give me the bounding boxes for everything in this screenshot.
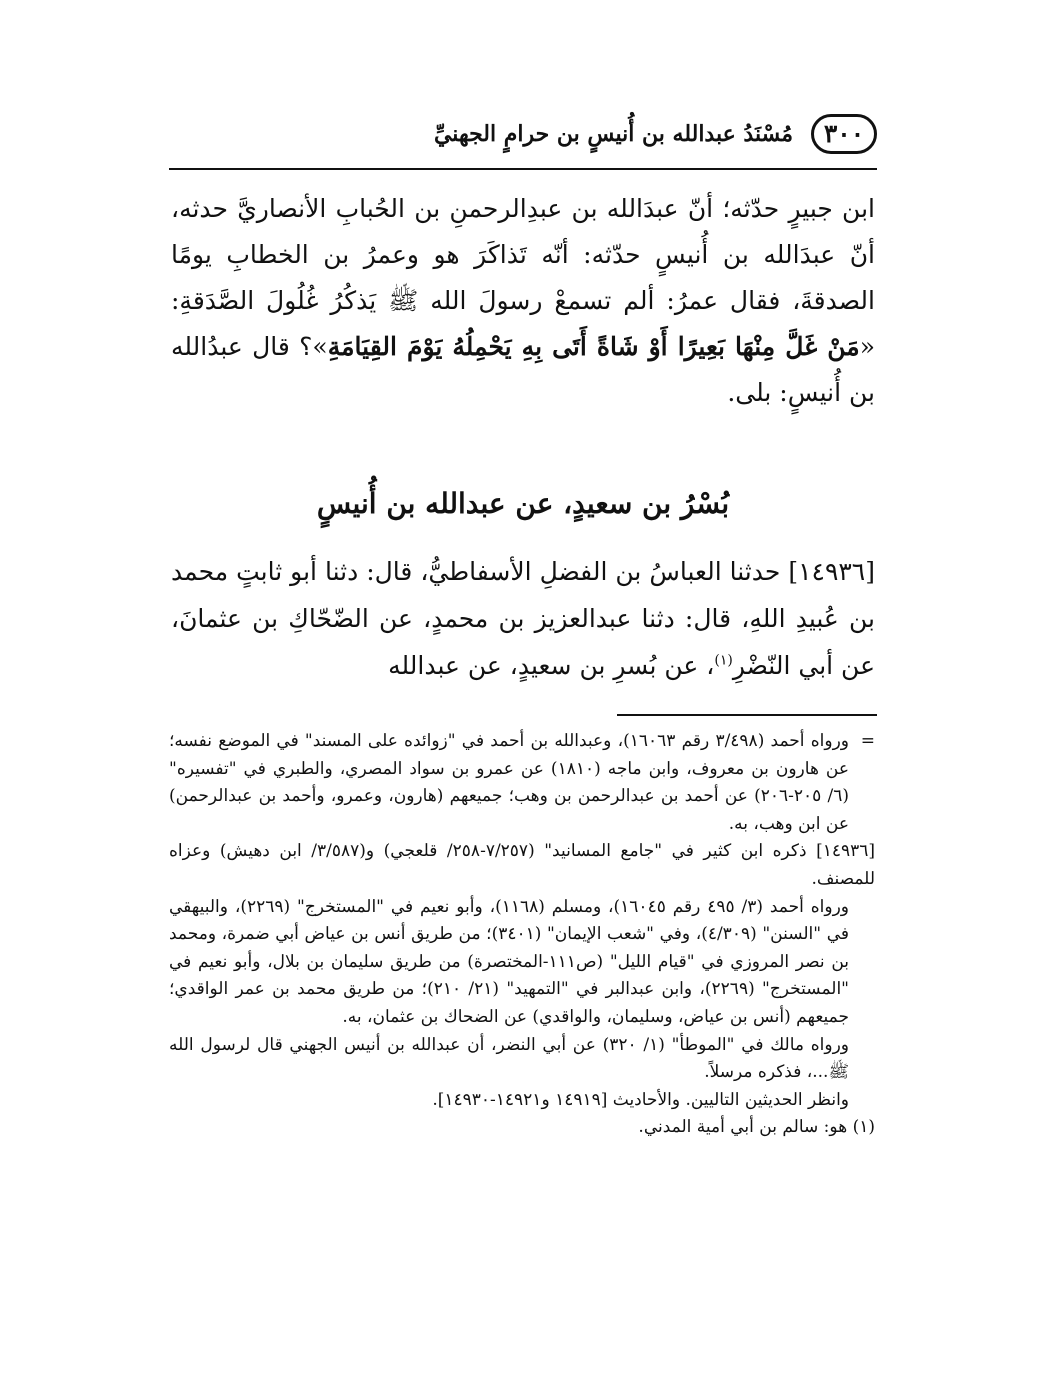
footnote-separator (617, 714, 877, 716)
page-number-badge: ٣٠٠ (811, 114, 877, 154)
footnote-reference-1[interactable]: (١) (714, 652, 733, 669)
footnote-continuation (169, 728, 875, 838)
footnote-entry-paragraph-1: ورواه أحمد (٣/ ٤٩٥ رقم ١٦٠٤٥)، ومسلم (١١٦٨)، وأبو نعيم في "المستخرج" (٢٢٦٩)، والبيهقي في "السنن" (٤/٣٠٩)، وفي "شعب الإيمان" (٣٤٠١)؛ من طريق أنس بن عياض أبي ضمرة، ومحمد بن نصر المروزي في "قيام الليل" (ص١١١-المختصرة) من طريق سليمان بن بلال، وأبو نعيم في "المستخرج" (٢٢٦٩)، وابن عبدالبر في "التمهيد" (٢١/ ٢١٠)؛ من طريق محمد بن عمر الواقدي؛ جميعهم (أنس بن عياض، وسليمان، والواقدي) عن الضحاك بن عثمان، به. (169, 896, 850, 1027)
isnad-text-end: ، عن بُسرِ بن سعيدٍ، عن عبدالله (388, 651, 715, 680)
running-head-title: مُسْنَدُ عبدالله بن أُنيسٍ بن حرامٍ الجهنيِّ (433, 121, 793, 147)
prophetic-saying: مَنْ غَلَّ مِنْهَا بَعِيرًا أَوْ شَاةً أَتَى بِهِ يَحْمِلُهُ يَوْمَ القِيَامَةِ (327, 332, 860, 361)
footnote-entry-paragraph-3: وانظر الحديثين التاليين. والأحاديث [١٤٩١٩ و١٤٩٢١-١٤٩٣٠]. (432, 1089, 849, 1110)
main-text-block-2 (171, 548, 875, 689)
isnad-text: [١٤٩٣٦] حدثنا العباسُ بن الفضلِ الأسفاطيُّ، قال: دثنا أبو ثابتٍ محمد بن عُبيدِ اللهِ، قال: دثنا عبدالعزيز بن محمدٍ، عن الضّحّاكِ بن عثمانَ، عن أبي النّضْرِ (171, 557, 875, 680)
footnote-continuation-text: ورواه أحمد (٣/٤٩٨ رقم ١٦٠٦٣)، وعبدالله بن أحمد في "زوائده على المسند" في الموضع نفسه؛ عن هارون بن معروف، وابن ماجه (١٨١٠) عن عمرو بن سواد المصري، والطبري في "تفسيره" (٦/ ٢٠٥-٢٠٦) عن أحمد بن عبدالرحمن بن وهب؛ جميعهم (هارون، وعمرو، وأحمد بن عبدالرحمن) عن ابن وهب، به. (169, 731, 849, 834)
section-title: بُسْرُ بن سعيدٍ، عن عبدالله بن أُنيسٍ (316, 487, 730, 520)
main-text-block-1 (171, 186, 875, 416)
narration-ending: »؟ قال عبدُالله بن أُنيسٍ: بلى. (171, 332, 875, 407)
hadith-paragraph-14936 (171, 548, 875, 689)
footnote-entry-head: [١٤٩٣٦] ذكره ابن كثير في "جامع المسانيد" (٧/٢٥٧-٢٥٨/ قلعجي) و(٣/٥٨٧/ ابن دهيش) وعزاه للمصنف. (169, 841, 876, 889)
page-header (169, 108, 877, 160)
footnotes-block (169, 728, 875, 1142)
narration-text: ابن جبيرٍ حدّثه؛ أنّ عبدَالله بن عبدِالرحمنِ بن الحُبابِ الأنصاريَّ حدثه، أنّ عبدَالله بن أُنيسٍ حدّثه: أنّه تَذاكَرَ هو وعمرُ بن الخطابِ يومًا الصدقةَ، فقال عمرُ: ألم تسمعْ رسولَ الله ﷺ يَذكُرُ غُلُولَ الصَّدَقةِ: « (171, 194, 875, 361)
continuation-marker: = (860, 731, 875, 751)
header-rule (169, 168, 877, 170)
hadith-paragraph-continued (171, 186, 875, 416)
footnote-entry-paragraph-2: ورواه مالك في "الموطأ" (١/ ٣٢٠) عن أبي النضر، أن عبدالله بن أنيس الجهني قال لرسول الله ﷺ...، فذكره مرسلاً. (169, 1034, 850, 1083)
footnote-1-number: (١) (852, 1117, 875, 1138)
footnote-1 (169, 1114, 875, 1142)
footnote-1-text: هو: سالم بن أبي أمية المدني. (638, 1117, 848, 1138)
